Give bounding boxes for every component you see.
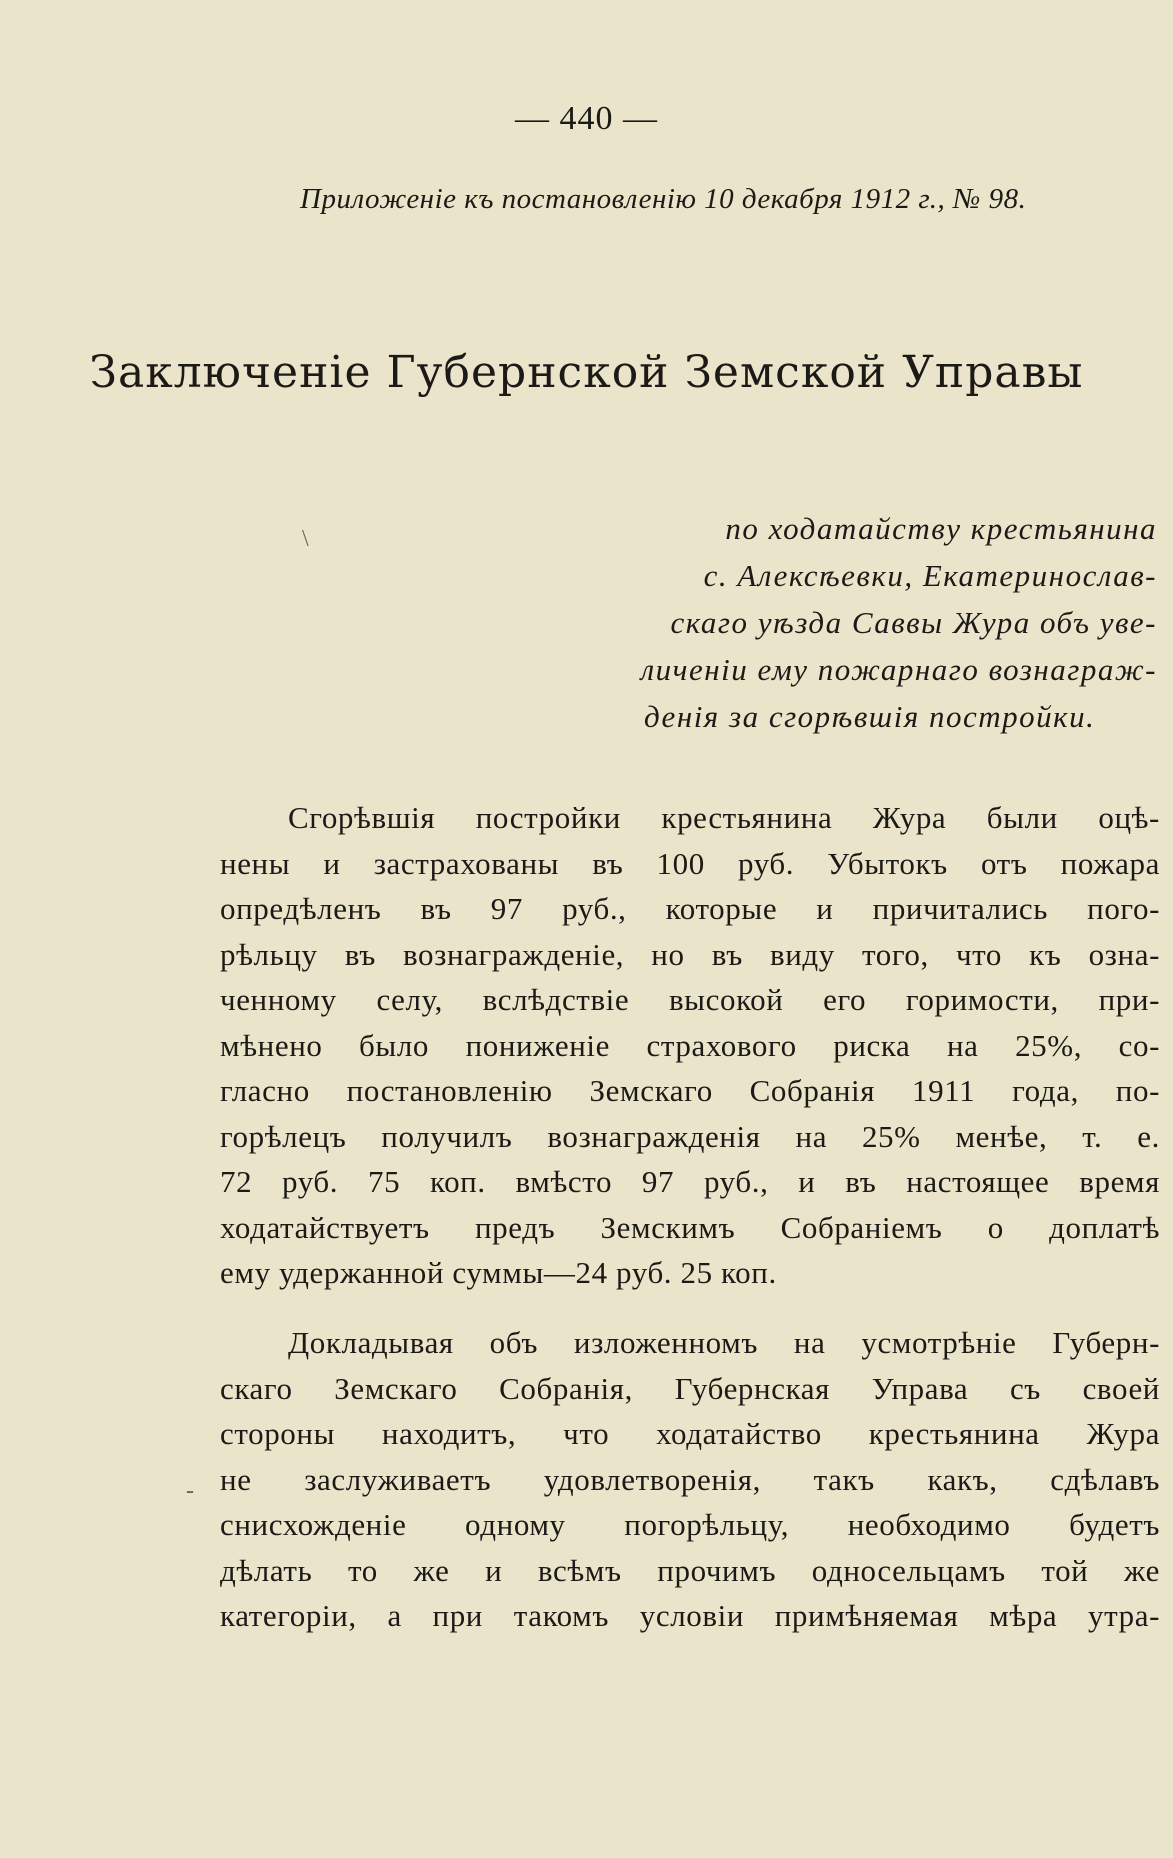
paragraph-line: опредѣленъ въ 97 руб., которые и причитались пого- [220,891,1160,926]
paragraph-line: категоріи, а при такомъ условіи примѣняемая мѣра утра- [220,1598,1160,1633]
paragraph-line: горѣлецъ получилъ вознагражденія на 25% менѣе, т. е. [220,1118,1160,1154]
paragraph-line: не заслуживаетъ удовлетворенія, такъ какъ, сдѣлавъ [220,1461,1160,1497]
margin-tick-mark: \ [302,526,309,552]
paragraph-2 [220,1320,1160,1639]
paragraph-line: ченному селу, вслѣдствіе высокой его горимости, при- [220,982,1160,1017]
subject-block [622,505,1157,740]
paragraph-line: Сгорѣвшія постройки крестьянина Жура были оцѣ- [288,800,1160,835]
document-title: Заключеніе Губернской Земской Управы [89,347,1084,398]
subject-line: по ходатайству крестьянина [725,511,1157,546]
paragraph-line: нены и застрахованы въ 100 руб. Убытокъ отъ пожара [220,845,1160,881]
subject-line: денія за сгорѣвшія постройки. [644,699,1096,734]
paragraph-line: гласно постановленію Земскаго Собранія 1911 года, по- [220,1073,1160,1108]
paragraph-line: 72 руб. 75 коп. вмѣсто 97 руб., и въ настоящее время [220,1164,1160,1199]
paragraph-line: рѣльцу въ вознагражденіе, но въ виду того, что къ озна- [220,936,1160,972]
annex-note: Приложеніе къ постановленію 10 декабря 1912 г., № 98. [300,183,1027,215]
paragraph-line: снисхожденіе одному погорѣльцу, необходимо будетъ [220,1507,1160,1542]
margin-dash-mark: - [186,1478,194,1504]
paragraph-line: стороны находитъ, что ходатайство крестьянина Жура [220,1416,1160,1451]
paragraph-line: Докладывая объ изложенномъ на усмотрѣніе Губерн- [288,1325,1160,1360]
paragraph-1 [220,795,1160,1296]
page-number: — 440 — [515,100,658,137]
paragraph-line: ходатайствуетъ предъ Земскимъ Собраніемъ о доплатѣ [220,1209,1160,1245]
paragraph-line: дѣлать то же и всѣмъ прочимъ односельцамъ той же [220,1552,1160,1588]
paragraph-line: скаго Земскаго Собранія, Губернская Управа съ своей [220,1370,1160,1406]
paragraph-line: ему удержанной суммы—24 руб. 25 коп. [220,1255,777,1290]
subject-line: личеніи ему пожарнаго вознаграж- [640,652,1157,687]
paragraph-line: мѣнено было пониженіе страхового риска на 25%, со- [220,1027,1160,1063]
subject-line: с. Алексѣевки, Екатеринослав- [703,558,1157,593]
subject-line: скаго уѣзда Саввы Жура объ уве- [670,605,1157,640]
